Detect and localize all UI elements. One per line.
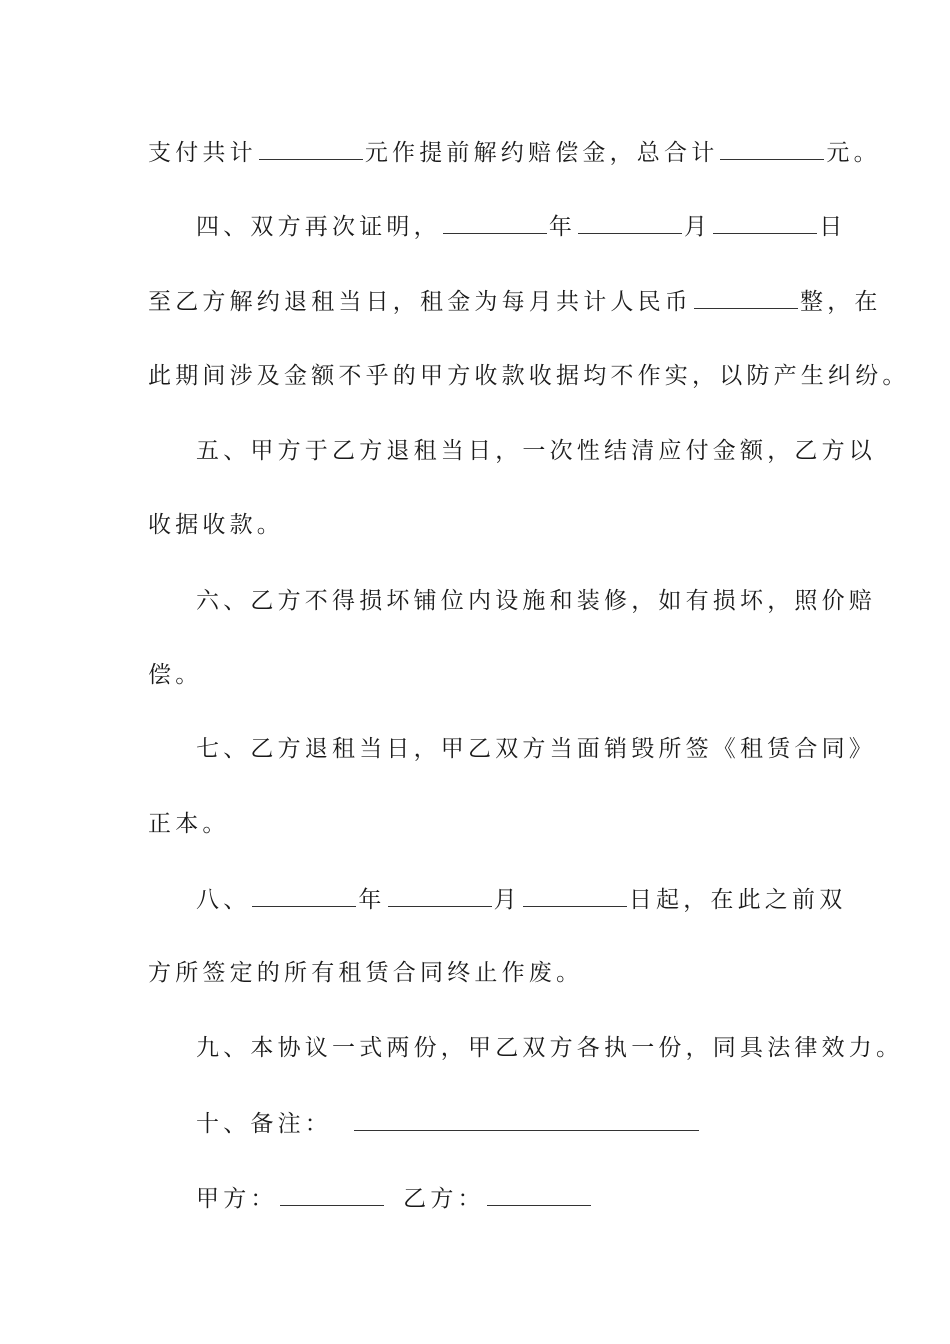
paragraph-line: 方所签定的所有租赁合同终止作废。 [148, 960, 584, 986]
party-b-label: 乙方： [403, 1186, 485, 1212]
paragraph-line: 此期间涉及金额不乎的甲方收款收据均不作实，以防产生纠纷。 [148, 363, 910, 389]
text-segment: 年 [548, 214, 577, 240]
paragraph-line: 偿。 [148, 662, 203, 688]
paragraph-line: 收据收款。 [148, 512, 284, 538]
paragraph-line: 七、乙方退租当日，甲乙双方当面销毁所签《租赁合同》 [196, 736, 876, 762]
blank-field [694, 286, 798, 309]
text-segment: 元。 [826, 140, 881, 166]
text-segment: 月 [684, 214, 712, 240]
blank-field [720, 137, 824, 160]
paragraph-line: 五、甲方于乙方退租当日，一次性结清应付金额，乙方以 [196, 438, 876, 464]
blank-field [252, 884, 356, 907]
blank-field [578, 211, 682, 234]
text-segment: 支付共计 [148, 140, 257, 166]
paragraph-line: 正本。 [148, 811, 230, 837]
text-segment: 月 [493, 887, 521, 913]
paragraph-line [196, 884, 846, 915]
blank-field [523, 884, 627, 907]
blank-field [713, 211, 817, 234]
text-segment: 至乙方解约退租当日，租金为每月共计人民币 [148, 289, 692, 315]
text-segment: 年 [358, 887, 386, 913]
blank-field [259, 137, 363, 160]
paragraph-line: 六、乙方不得损坏铺位内设施和装修，如有损坏，照价赔 [196, 588, 876, 614]
paragraph-line [148, 137, 881, 168]
blank-field [443, 211, 547, 234]
party-a-blank-field [280, 1183, 384, 1206]
remarks-label: 十、备注： [196, 1111, 332, 1137]
party-b-blank-field [487, 1183, 591, 1206]
signature-line [196, 1183, 593, 1214]
text-segment: 元作提前解约赔偿金，总合计 [364, 140, 719, 166]
paragraph-line [196, 211, 846, 242]
text-segment: 四、双方再次证明， [196, 214, 441, 240]
text-segment: 日 [819, 214, 847, 240]
paragraph-line [148, 286, 882, 317]
text-segment: 整，在 [800, 289, 882, 315]
text-segment: 日起，在此之前双 [628, 887, 847, 913]
party-a-label: 甲方： [196, 1186, 278, 1212]
text-segment: 八、 [196, 887, 251, 913]
blank-field [388, 884, 492, 907]
remarks-blank-field [354, 1108, 699, 1131]
remarks-line [196, 1108, 701, 1139]
paragraph-line: 九、本协议一式两份，甲乙双方各执一份，同具法律效力。 [196, 1035, 904, 1061]
